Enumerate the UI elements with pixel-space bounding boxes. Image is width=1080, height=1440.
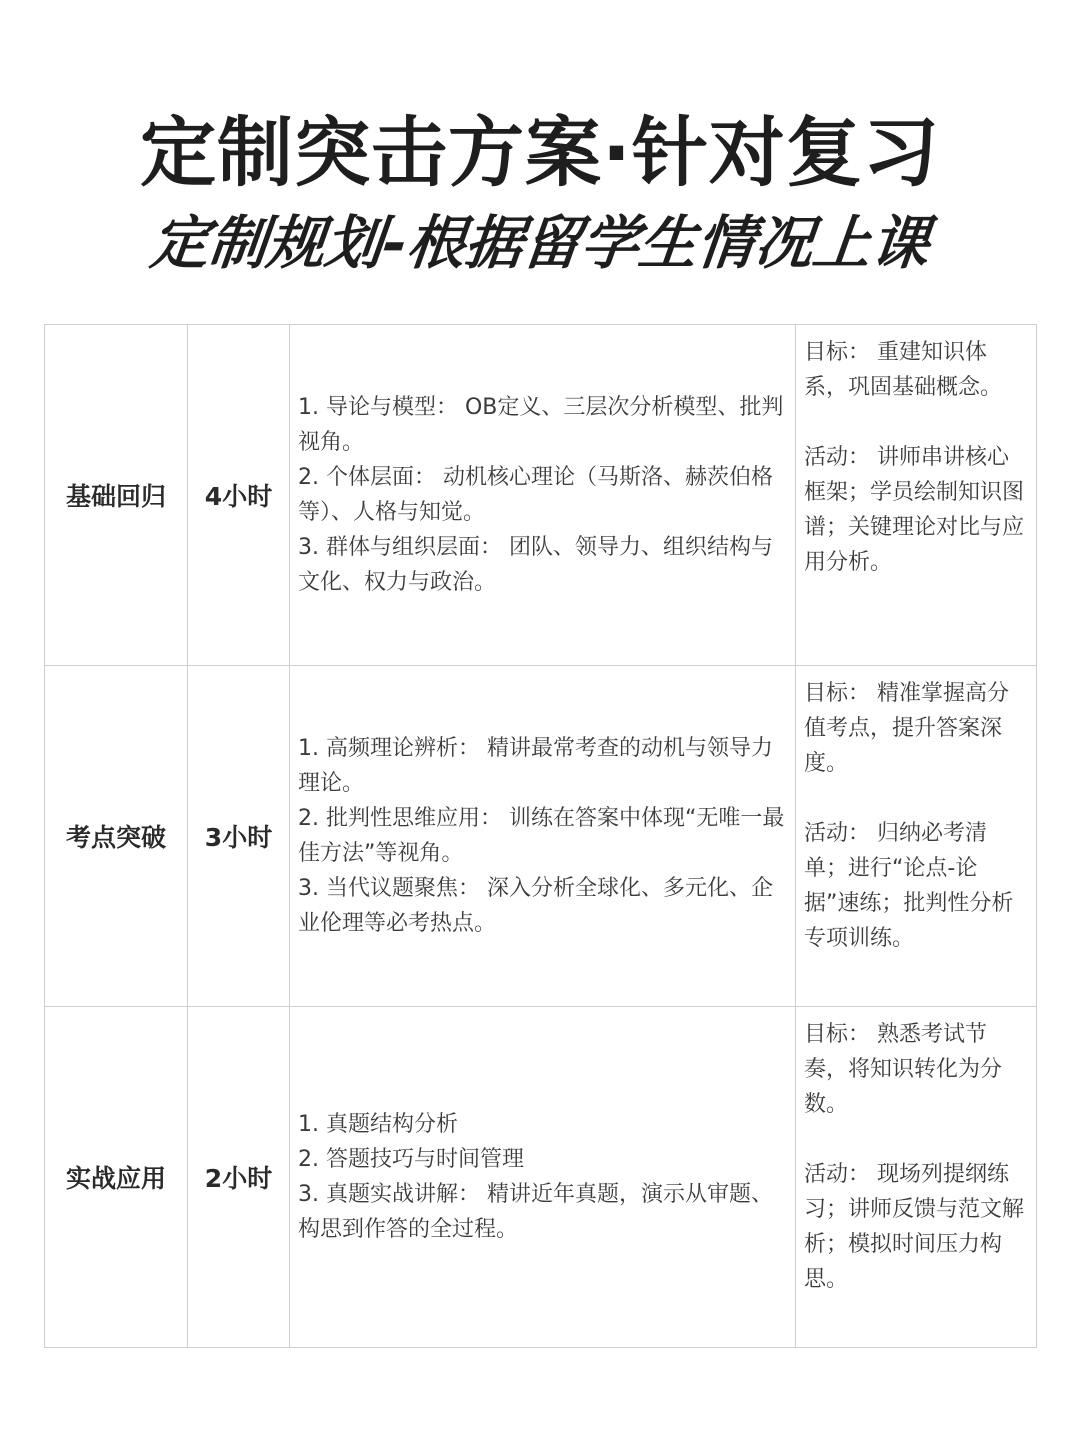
course-plan-table	[44, 324, 1037, 1348]
activity-text: 活动： 讲师串讲核心框架；学员绘制知识图谱；关键理论对比与应用分析。	[804, 445, 1025, 575]
content-item: 1. 导论与模型： OB定义、三层次分析模型、批判视角。	[298, 395, 784, 455]
module-content	[290, 1007, 796, 1348]
content-item: 1. 高频理论辨析： 精讲最常考查的动机与领导力理论。	[298, 736, 773, 796]
table-row	[45, 666, 1037, 1007]
content-item: 3. 群体与组织层面： 团队、领导力、组织结构与文化、权力与政治。	[298, 535, 773, 595]
module-goals	[796, 325, 1037, 666]
module-hours: 2小时	[188, 1007, 290, 1348]
goal-text: 目标： 熟悉考试节奏，将知识转化为分数。	[804, 1022, 1003, 1117]
content-item: 2. 批判性思维应用： 训练在答案中体现“无唯一最佳方法”等视角。	[298, 806, 785, 866]
goal-text: 目标： 精准掌握高分值考点，提升答案深度。	[804, 681, 1009, 776]
content-item: 1. 真题结构分析	[298, 1112, 458, 1137]
module-goals	[796, 666, 1037, 1007]
content-item: 2. 答题技巧与时间管理	[298, 1147, 524, 1172]
table-row	[45, 325, 1037, 666]
module-goals	[796, 1007, 1037, 1348]
module-content	[290, 325, 796, 666]
module-name: 基础回归	[45, 325, 188, 666]
page-title: 定制突击方案·针对复习	[140, 108, 940, 197]
content-item: 3. 当代议题聚焦： 深入分析全球化、多元化、企业伦理等必考热点。	[298, 876, 773, 936]
content-item: 2. 个体层面： 动机核心理论（马斯洛、赫茨伯格等）、人格与知觉。	[298, 465, 773, 525]
goal-text: 目标： 重建知识体系，巩固基础概念。	[804, 340, 1003, 400]
module-content	[290, 666, 796, 1007]
activity-text: 活动： 归纳必考清单；进行“论点-论据”速练；批判性分析专项训练。	[804, 821, 1014, 951]
module-name: 考点突破	[45, 666, 188, 1007]
page-subtitle: 定制规划-根据留学生情况上课	[147, 209, 933, 277]
content-item: 3. 真题实战讲解： 精讲近年真题，演示从审题、构思到作答的全过程。	[298, 1182, 773, 1242]
activity-text: 活动： 现场列提纲练习；讲师反馈与范文解析；模拟时间压力构思。	[804, 1162, 1025, 1292]
module-hours: 3小时	[188, 666, 290, 1007]
module-name: 实战应用	[45, 1007, 188, 1348]
module-hours: 4小时	[188, 325, 290, 666]
table-row	[45, 1007, 1037, 1348]
